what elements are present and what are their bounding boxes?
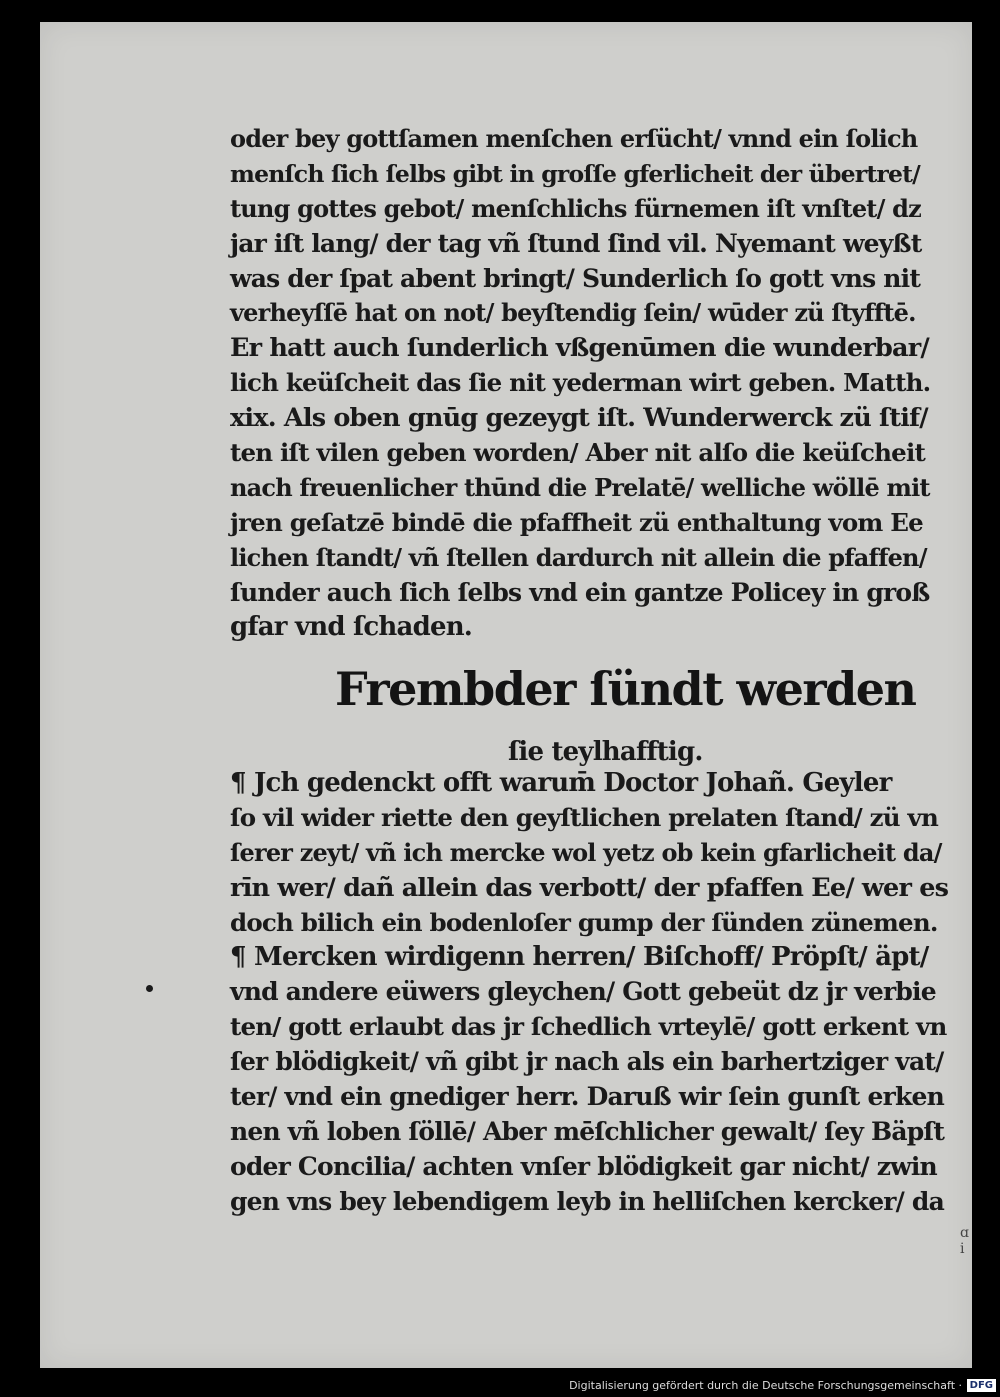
text-line: ſunder auch ſich ſelbs vnd ein gantze Policey in groß [230, 577, 930, 607]
ink-spot [146, 985, 153, 992]
text-line: xix. Als oben gnūg gezeygt iſt. Wunderwerck zü ſtif/ [230, 403, 928, 434]
text-line: gen vns bey lebendigem leyb in helliſchen kercker/ da [230, 1186, 944, 1216]
text-line: ter/ vnd ein gnediger herr. Daruß wir ſein gunſt erken [230, 1082, 944, 1112]
text-line: vnd andere eüwers gleychen/ Gott gebeüt dz jr verbie [230, 977, 936, 1007]
dfg-logo: DFG [967, 1379, 996, 1392]
text-line: oder bey gottſamen menſchen erſücht/ vnnd ein ſolich [230, 124, 918, 153]
footer-credit: Digitalisierung gefördert durch die Deutsche Forschungsgemeinschaft · [569, 1379, 962, 1392]
section-heading: Frembder ſündt werden [335, 662, 916, 716]
text-line: doch bilich ein bodenloſer gump der ſünden zünemen. [230, 907, 938, 937]
text-line: Er hatt auch ſunderlich vßgenūmen die wunderbar/ [230, 333, 929, 364]
text-line: ſer blödigkeit/ vñ gibt jr nach als ein barhertziger vat/ [230, 1047, 944, 1077]
text-line: ten iſt vilen geben worden/ Aber nit alſo die keüſcheit [230, 438, 925, 468]
text-block-bottom [230, 766, 950, 1220]
text-block-top [230, 122, 930, 645]
text-line: nen vñ loben ſöllē/ Aber mēſchlicher gewalt/ ſey Bäpſt [230, 1116, 945, 1146]
text-line: menſch ſich ſelbs gibt in groſſe gferlicheit der übertret/ [230, 159, 920, 188]
digitization-footer [0, 1374, 1000, 1397]
text-line: ¶ Jch gedenckt offt warum̄ Doctor Johañ. Geyler [230, 768, 892, 798]
folio-mark: ɑ i [960, 1225, 969, 1257]
text-line: ten/ gott erlaubt das jr ſchedlich vrteylē/ gott erkent vn [230, 1012, 947, 1042]
text-line: lich keüſcheit das ſie nit yederman wirt geben. Matth. [230, 368, 931, 398]
text-line: verheyſſē hat on not/ beyſtendig ſein/ wūder zü ſtyfftē. [230, 298, 916, 328]
book-page [40, 22, 972, 1368]
section-subheading: ſie teylhafftig. [508, 737, 703, 767]
text-line: was der ſpat abent bringt/ Sunderlich ſo gott vns nit [230, 263, 921, 293]
text-line: rīn wer/ dañ allein das verbott/ der pfaffen Ee/ wer es [230, 872, 949, 903]
text-line: ſerer zeyt/ vñ ich mercke wol yetz ob kein gfarlicheit da/ [230, 837, 942, 867]
text-line: jren geſatzē bindē die pfaffheit zü enthaltung vom Ee [230, 507, 923, 537]
text-line: lichen ſtandt/ vñ ſtellen dardurch nit allein die pfaffen/ [230, 542, 927, 572]
text-line: ſo vil wider riette den geyſtlichen prelaten ſtand/ zü vn [230, 802, 938, 832]
text-line: jar iſt lang/ der tag vñ ſtund ſind vil. Nyemant weyßt [230, 228, 922, 258]
text-line: nach freuenlicher thūnd die Prelatē/ welliche wöllē mit [230, 472, 930, 502]
text-line: oder Concilia/ achten vnſer blödigkeit gar nicht/ zwin [230, 1151, 937, 1181]
text-line: gfar vnd ſchaden. [230, 612, 473, 643]
text-line: ¶ Mercken wirdigenn herren/ Biſchoff/ Pröpſt/ äpt/ [230, 942, 929, 973]
text-line: tung gottes gebot/ menſchlichs fürnemen iſt vnſtet/ dz [230, 193, 921, 223]
